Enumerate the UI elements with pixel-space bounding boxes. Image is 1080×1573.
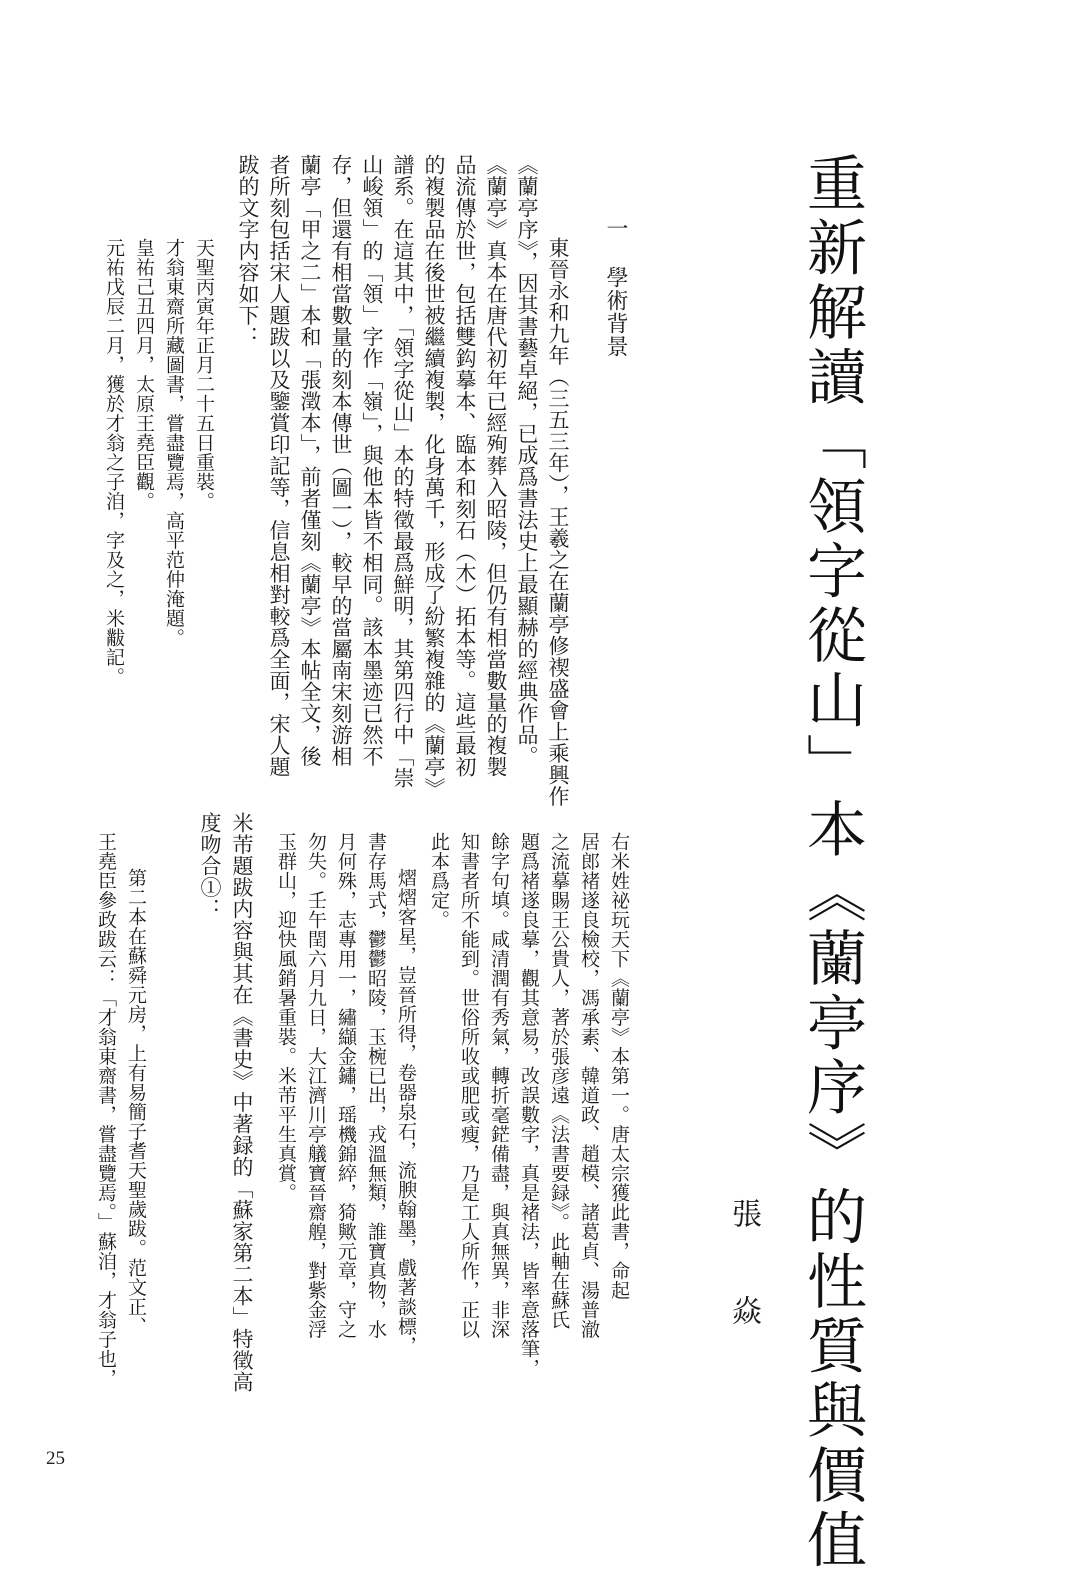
quote-line: 知書者所不能到。世俗所收或肥或瘦，乃是工人所作，正以	[458, 832, 480, 1339]
paragraph-line: 度吻合①：	[198, 812, 222, 920]
quote-line: 熠熠客星，豈晉所得，卷器泉石，流腴翰墨，戲著談標，	[395, 868, 417, 1356]
paragraph-line: 品流傳於世，包括雙鈎摹本、臨本和刻石（木）拓本等。這些最初	[453, 154, 477, 778]
quote-line: 元祐戊辰二月，獲於才翁之子洎，字及之，米黻記。	[103, 238, 125, 687]
quote-line: 題爲褚遂良摹，觀其意易，改誤數字，真是褚法，皆率意落筆，	[518, 832, 540, 1378]
quote-line: 此本爲定。	[428, 832, 450, 930]
quote-line: 玉群山，迎快風銷暑重裝。米芾平生真賞。	[275, 832, 297, 1203]
quote-line: 書存馬式，鬱鬱昭陵，玉椀已出，戎溫無類，誰寶真物，水	[365, 832, 387, 1339]
quote-line: 勿失。壬午閏六月九日，大江濟川亭艤寶晉齋艎，對紫金浮	[305, 832, 327, 1339]
quote-line: 皇祐己丑四月，太原王堯臣觀。	[133, 238, 155, 511]
paragraph-line: 米芾題跋内容與其在《書史》中著録的「蘇家第二本」特徵高	[230, 812, 254, 1393]
quote-line: 第二本在蘇舜元房，上有易簡子耆天聖歲跋。范文正、	[125, 868, 147, 1336]
paragraph-line: 《蘭亭序》，因其書藝卓絕，已成爲書法史上最顯赫的經典作品。	[515, 154, 539, 767]
quote-line: 餘字句填。咸清潤有秀氣，轉折毫鋩備盡，與真無異，非深	[488, 832, 510, 1339]
quote-line: 王堯臣參政跋云：「才翁東齋書，嘗盡覽焉。」蘇洎，才翁子也，	[95, 832, 117, 1388]
paragraph-line: 山峻領」的「領」字作「嶺」，與他本皆不相同。該本墨迹已然不	[360, 154, 384, 767]
quote-line: 月何殊，志專用一，繡纈金鏽，瑶機錦綷，猗歟元章，守之	[335, 832, 357, 1339]
paragraph-line: 者所刻包括宋人題跋以及鑒賞印記等，信息相對較爲全面，宋人題	[267, 154, 291, 778]
paragraph-line: 蘭亭「甲之二」本和「張澂本」，前者僅刻《蘭亭》本帖全文，後	[298, 154, 322, 767]
paragraph-line: 《蘭亭》真本在唐代初年已經殉葬入昭陵，但仍有相當數量的複製	[484, 154, 508, 778]
page-number: 25	[46, 1448, 65, 1469]
quote-line: 天聖丙寅年正月二十五日重裝。	[193, 238, 215, 511]
paragraph-line: 譜系。在這其中，「領字從山」本的特徵最爲鮮明，其第四行中「崇	[391, 154, 415, 789]
quote-line: 之流摹賜王公貴人，著於張彦遠《法書要録》。此軸在蘇氏	[548, 832, 570, 1330]
article-title: 重新解讀「領字從山」本《蘭亭序》的性質與價值	[797, 152, 867, 1573]
section-heading: 一 學術背景	[603, 217, 628, 358]
quote-line: 才翁東齋所藏圖書，嘗盡覽焉，高平范仲淹題。	[163, 238, 185, 648]
quote-line: 右米姓祕玩天下《蘭亭》本第一。唐太宗獲此書，命起	[608, 832, 630, 1300]
paragraph-line: 跋的文字内容如下：	[236, 154, 260, 348]
quote-line: 居郎褚遂良檢校，馮承素、韓道政、趙模、諸葛貞、湯普澈	[578, 832, 600, 1339]
paragraph-line: 東晉永和九年（三五三年），王羲之在蘭亭修禊盛會上乘興作	[546, 237, 570, 807]
article-author: 張 焱	[726, 1198, 761, 1341]
paragraph-line: 的複製品在後世被繼續複製，化身萬千，形成了紛繁複雜的《蘭亭》	[422, 154, 446, 799]
paragraph-line: 存，但還有相當數量的刻本傳世（圖一），較早的當屬南宋刻游相	[329, 154, 353, 767]
